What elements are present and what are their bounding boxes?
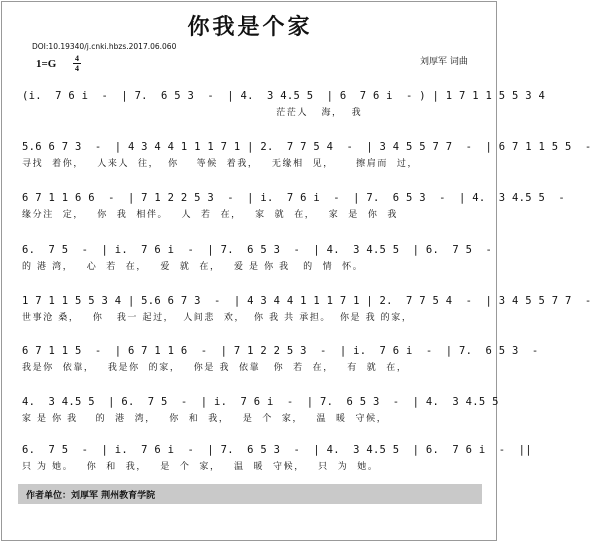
author-affiliation-bar xyxy=(18,484,482,504)
lyrics: 世事沧 桑， 你 我一 起过， 人间悲 欢， 你 我 共 承担。 你是 我 的家， xyxy=(22,313,413,323)
lyrics: 缘分注 定， 你 我 相伴。 人 若 在， 家 就 在， 家 是 你 我 xyxy=(22,210,398,220)
lyrics: 的 港 湾， 心 若 在， 爱 就 在， 爱 是 你 我 的 情 怀。 xyxy=(22,262,364,272)
notation: 6. 7 5 - | i. 7 6 i - | 7. 6 5 3 - | 4. 3 4.5 5 | 6. 7 5 - xyxy=(22,244,493,256)
notation: (i. 7 6 i - | 7. 6 5 3 - | 4. 3 4.5 5 | 6 7 6 i - ) | 1 7 1 1 5 5 3 4 xyxy=(22,90,546,102)
notation: 6 7 1 1 6 6 - | 7 1 2 2 5 3 - | i. 7 6 i - | 7. 6 5 3 - | 4. 3 4.5 5 - xyxy=(22,192,565,204)
lyrics: 只 为 她。 你 和 我， 是 个 家， 温 暖 守候， 只 为 她。 xyxy=(22,462,379,472)
notation: 6. 7 5 - | i. 7 6 i - | 7. 6 5 3 - | 4. 3 4.5 5 | 6. 7 6 i - || xyxy=(22,444,532,456)
notation: 1 7 1 1 5 5 3 4 | 5.6 6 7 3 - | 4 3 4 4 1 1 1 7 1 | 2. 7 7 5 4 - | 3 4 5 5 7 7 - xyxy=(22,295,591,307)
key-signature: 1=G xyxy=(36,58,57,70)
notation: 6 7 1 1 5 - | 6 7 1 1 6 - | 7 1 2 2 5 3 - | i. 7 6 i - | 7. 6 5 3 - xyxy=(22,345,539,357)
time-signature xyxy=(73,54,81,73)
doi-line: DOI:10.19340/j.cnki.hbzs.2017.06.060 xyxy=(32,42,177,51)
notation: 5.6 6 7 3 - | 4 3 4 4 1 1 1 7 1 | 2. 7 7 5 4 - | 3 4 5 5 7 7 - | 6 7 1 1 5 5 - xyxy=(22,141,591,153)
lyrics: 茫茫人 海， 我 xyxy=(22,108,363,118)
time-signature-bottom: 4 xyxy=(75,64,79,73)
lyrics: 寻找 着你， 人来人 往， 你 等候 着我， 无缘相 见， 擦肩而 过， xyxy=(22,159,419,169)
author-affiliation: 作者单位：刘厚军 荆州教育学院 xyxy=(26,491,156,501)
time-signature-top: 4 xyxy=(75,54,79,63)
notation: 4. 3 4.5 5 | 6. 7 5 - | i. 7 6 i - | 7. 6 5 3 - | 4. 3 4.5 5 xyxy=(22,396,499,408)
author-credit: 刘厚军 词曲 xyxy=(420,57,468,67)
song-title: 你我是个家 xyxy=(187,14,313,40)
lyrics: 我是你 依靠， 我是你 的家， 你是 我 依靠 你 若 在， 有 就 在， xyxy=(22,363,408,373)
lyrics: 家 是 你 我 的 港 湾， 你 和 我， 是 个 家， 温 暖 守候， xyxy=(22,414,388,424)
